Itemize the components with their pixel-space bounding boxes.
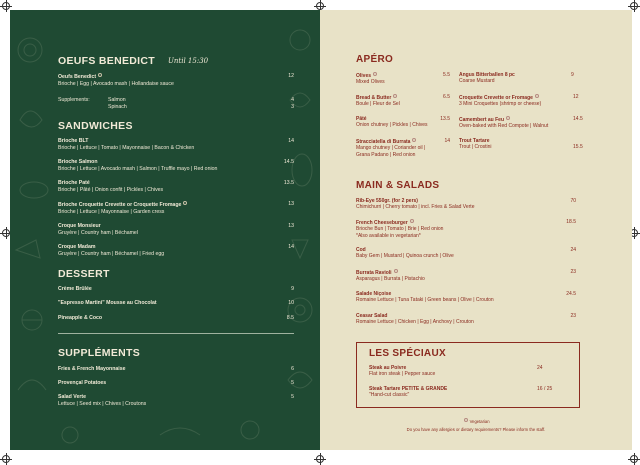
item-price: 13 [288,223,294,229]
item-name: Cod [356,247,366,253]
item-description: Coarse Mustard [459,78,495,85]
item-price: 23 [570,269,576,275]
menu-item-brioche-croquette [58,201,294,215]
menu-item-camembert [459,116,599,130]
registration-mark-top-right [630,2,638,10]
item-name: Croque Madam [58,244,96,250]
item-name: Croquette Crevette or Fromage [459,95,533,101]
supplement-price: 4 [291,97,294,103]
item-description: Brioche Bun | Tomato | Brie | Red onion [356,226,444,233]
vegetarian-icon [393,94,397,98]
item-name: Brioche Paté [58,180,90,186]
registration-mark-bottom-right [630,455,638,463]
vegetarian-icon [412,138,416,142]
item-name: Provençal Potatoes [58,380,107,386]
item-price: 6 [291,366,294,372]
item-price: 5 [291,394,294,400]
menu-item-croquette-crevette [459,94,585,108]
supplement-name: Salmon [108,97,126,103]
vegetarian-icon [535,94,539,98]
menu-item-ceasar-salad [356,313,576,326]
item-description: Brioche | Pâté | Onion confit | Pickles | Chives [58,186,164,193]
item-price: 5 [291,380,294,386]
menu-item-provencal-potatoes [58,380,294,387]
item-name: "Espresso Martini" Mousse au Chocolat [58,300,157,306]
item-price: 24.5 [566,291,576,297]
menu-item-brioche-salmon [58,159,294,172]
menu-item-bitterballen [459,72,579,85]
registration-mark-bottom-center [316,455,324,463]
item-name: Crème Brûlée [58,286,92,292]
item-description: Onion chutney | Pickles | Chives [356,122,428,129]
vegetarian-icon [464,418,468,422]
section-title-apero: APÉRO [356,54,394,65]
item-description: Oven-baked with Red Compote | Walnut [459,123,549,130]
section-divider [58,333,294,334]
menu-item-brioche-blt [58,138,294,151]
item-name: Camembert au Feu [459,117,505,123]
item-name: Salade Niçoise [356,291,392,297]
item-price: 6.5 [443,94,450,100]
item-name: Stracciatella di Burrata [356,139,411,145]
item-name: Burrata Ravioli [356,270,392,276]
item-description-vegetarian-note: *Also available in vegetarian* [356,232,421,239]
menu-item-creme-brulee [58,286,294,293]
menu-item-croque-monsieur [58,223,294,236]
item-description: Mango chutney | Coriander oil | Grana Padano | Red onion [356,145,426,158]
item-description: Boule | Fleur de Sel [356,101,400,108]
menu-item-olives [356,72,450,86]
item-description: Flat iron steak | Pepper sauce [369,371,436,378]
item-name: Pineapple & Coco [58,315,103,321]
menu-item-bread-butter [356,94,450,108]
menu-item-steak-tartare [369,386,569,399]
section-title-dessert: DESSERT [58,268,110,280]
item-price: 13.5 [283,180,294,186]
supplements-label: Supplements: [58,97,90,103]
vegetarian-icon [183,201,187,205]
vegetarian-icon [373,72,377,76]
item-description: 3 Mini Croquettes (shrimp or cheese) [459,101,542,108]
vegetarian-icon [394,269,398,273]
item-name: Croque Monsieur [58,223,101,229]
item-description: Romaine Lettuce | Chicken | Egg | Anchovy | Crouton [356,319,474,326]
section-title-supplements: SUPPLÉMENTS [58,347,141,359]
until-time-note: Until 15:30 [168,57,209,65]
section-title-main-salads: MAIN & SALADS [356,180,440,191]
item-description: "Hand-cut classic" [369,392,410,399]
item-name: Angus Bitterballen 8 pc [459,72,515,78]
item-price: 18.5 [566,219,576,225]
vegetarian-legend [320,418,632,424]
vegetarian-legend-label: Vegetarian [469,419,490,424]
item-description: Baby Gem | Mustard | Quinoa crunch | Olive [356,253,454,260]
menu-item-pineapple-coco [58,315,294,322]
item-name: Steak au Poivre [369,365,407,371]
menu-item-espresso-martini-mousse [58,300,294,307]
allergy-notice: Do you have any allergies or dietary requirements? Please inform the staff. [406,427,546,432]
item-name: Trout Tartare [459,138,490,144]
section-title-oeufs-benedict: OEUFS BENEDICT [58,55,155,67]
section-title-sandwiches: SANDWICHES [58,120,133,132]
menu-item-stracciatella [356,138,450,158]
item-description: Gruyère | Country ham | Béchamel | Fried egg [58,250,165,257]
item-price: 14.5 [283,159,294,165]
menu-item-pate [356,116,450,129]
right-page [320,10,632,450]
item-price: 14 [444,138,450,144]
menu-item-cod [356,247,576,260]
menu-item-trout-tartare [459,138,589,151]
menu-item-french-cheeseburger [356,219,576,239]
item-description: Asparagus | Burrata | Pistachio [356,276,425,283]
supplement-price: 3 [291,104,294,110]
menu-item-croque-madam [58,244,294,257]
item-description: Chimichurri | Cherry tomato | incl. Fries & Salad Verte [356,204,475,211]
item-price: 14.5 [573,116,583,122]
menu-item-burrata-ravioli [356,269,576,283]
item-name: Olives [356,73,372,79]
item-name: Salad Verte [58,394,86,400]
section-title-specials: LES SPÉCIAUX [369,348,446,359]
registration-mark-top-center [316,2,324,10]
item-price: 12 [288,73,294,79]
item-price: 10 [288,300,294,306]
registration-mark-bottom-left [2,455,10,463]
item-price: 5.5 [443,72,450,78]
item-price: 12 [573,94,579,100]
item-name: Brioche BLT [58,138,89,144]
menu-item-steak-au-poivre [369,365,569,378]
item-description: Brioche | Egg | Avocado mash | Hollandaise sauce [58,80,174,87]
item-name: Ceasar Salad [356,313,388,319]
item-price: 8.5 [286,315,294,321]
item-price: 24 [537,365,543,371]
item-price: 70 [570,198,576,204]
item-description: Lettuce | Seed mix | Chives | Croutons [58,400,147,407]
item-name: Brioche Croquette Crevette or Croquette Fromage [58,202,182,208]
item-description: Trout | Crostini [459,144,492,151]
item-price: 13 [288,201,294,207]
menu-item-brioche-pate [58,180,294,193]
registration-mark-top-left [2,2,10,10]
item-description: Brioche | Lettuce | Tomato | Mayonnaise | Bacon & Chicken [58,144,195,151]
supplement-name: Spinach [108,104,127,110]
item-description: Romaine Lettuce | Tuna Tataki | Green beans | Olive | Crouton [356,297,494,304]
menu-item-rib-eye [356,198,576,211]
item-price: 15.5 [573,144,583,150]
item-name: Fries & French Mayonnaise [58,366,126,372]
vegetarian-icon [410,219,414,223]
item-description: Brioche | Lettuce | Mayonnaise | Garden cress [58,208,165,215]
item-price: 13.5 [440,116,450,122]
item-name: Bread & Butter [356,95,392,101]
item-price: 9 [291,286,294,292]
menu-item-salade-nicoise [356,291,576,304]
item-name: Pâté [356,116,367,122]
menu-item-salad-verte [58,394,294,407]
specials-box [356,342,580,408]
left-page [10,10,320,450]
vegetarian-icon [98,73,102,77]
item-description: Mixed Olives [356,79,385,86]
item-description: Gruyère | Country ham | Béchamel [58,229,138,236]
item-name: Rib-Eye 550gr. (for 2 pers) [356,198,418,204]
item-name: Oeufs Benedict [58,74,97,80]
registration-mark-mid-left [2,229,10,237]
item-price: 9 [571,72,574,78]
item-price: 24 [570,247,576,253]
item-price: 16 / 25 [537,386,553,392]
item-name: French Cheeseburger [356,220,408,226]
item-description: Brioche | Lettuce | Avocado mash | Salmon | Truffle mayo | Red onion [58,165,218,172]
vegetarian-icon [506,116,510,120]
item-name: Steak Tartare PETITE & GRANDE [369,386,448,392]
item-price: 14 [288,244,294,250]
menu-item-oeufs-benedict [58,73,294,87]
menu-item-fries [58,366,294,373]
item-price: 14 [288,138,294,144]
item-name: Brioche Salmon [58,159,98,165]
item-price: 23 [570,313,576,319]
